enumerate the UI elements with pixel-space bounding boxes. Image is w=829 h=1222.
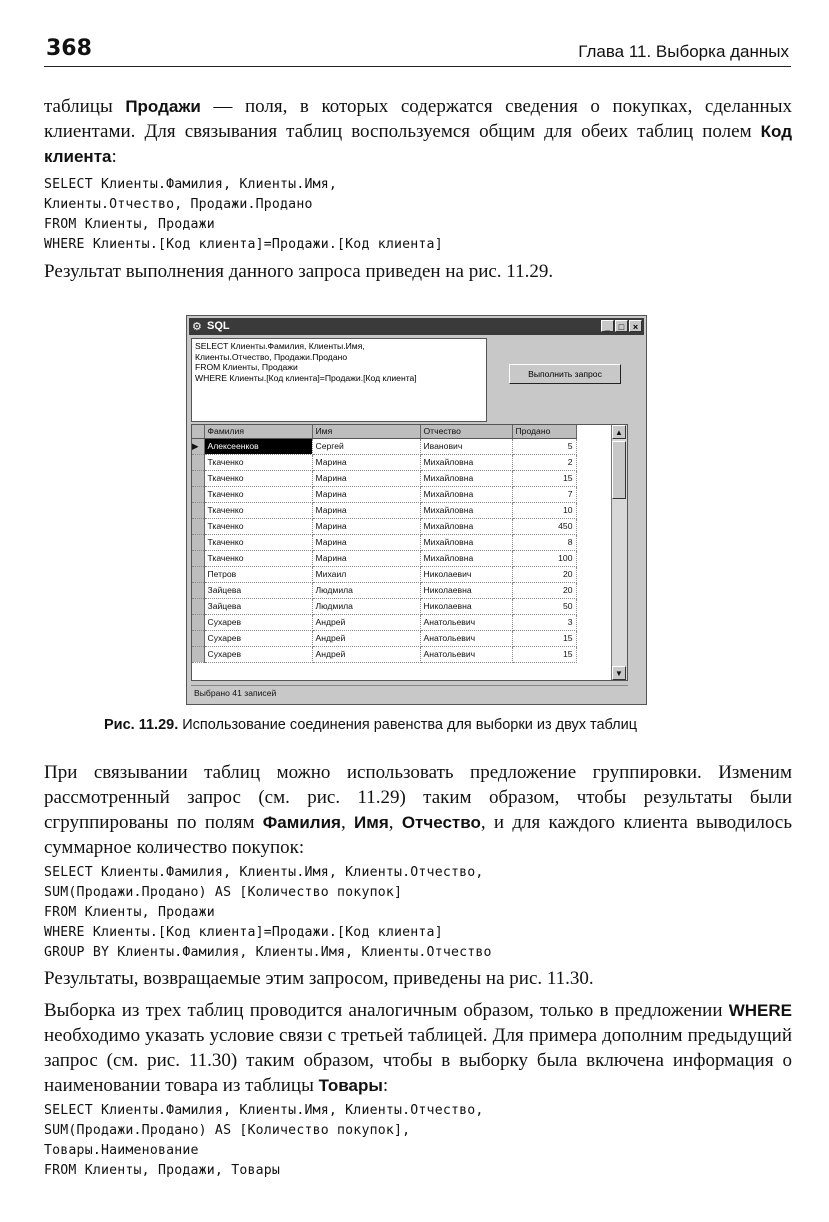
sql-query-input[interactable]: SELECT Клиенты.Фамилия, Клиенты.Имя, Клиенты.Отчество, Продажи.Продано FROM Клиенты, Продажи WHERE Клиенты.[Код клиента]=Продажи.[Код клиента] <box>191 338 487 422</box>
paragraph-5: Выборка из трех таблиц проводится аналогичным образом, только в предложении WHERE необходимо указать условие связи с третьей таблицей. Для примера дополним предыдущий запрос (см. рис. 11.30) таким образом, чтобы в выборку была включена информация о наименовании товара из таблицы Товары: <box>44 1000 792 1096</box>
table-row[interactable]: ▶ Алексеенков Сергей Иванович 5 <box>192 438 576 454</box>
paragraph-3: При связывании таблиц можно использовать предложение группировки. Изменим рассмотренный запрос (см. рис. 11.29) таким образом, чтобы результаты были сгруппированы по полям Фамилия, Имя, Отчество, и для каждого клиента выводилось суммарное количество покупок: <box>44 762 793 858</box>
paragraph-2: Результат выполнения данного запроса приведен на рис. 11.29. <box>44 261 554 282</box>
paragraph-4: Результаты, возвращаемые этим запросом, приведены на рис. 11.30. <box>44 968 594 989</box>
status-bar: Выбрано 41 записей <box>191 685 628 700</box>
column-header[interactable]: Фамилия <box>204 425 312 438</box>
table-row[interactable]: Сухарев Андрей Анатольевич 3 <box>192 614 576 630</box>
close-icon[interactable]: × <box>629 320 642 332</box>
figure-caption: Рис. 11.29. Использование соединения равенства для выборки из двух таблиц <box>104 717 638 733</box>
table-row[interactable]: Ткаченко Марина Михайловна 15 <box>192 470 576 486</box>
window-title: SQL <box>207 320 230 332</box>
table-row[interactable]: Ткаченко Марина Михайловна 2 <box>192 454 576 470</box>
table-header <box>192 425 576 438</box>
code-block-1: SELECT Клиенты.Фамилия, Клиенты.Имя, Клиенты.Отчество, Продажи.Продано FROM Клиенты, Продажи WHERE Клиенты.[Код клиента]=Продажи.[Код клиента] <box>44 177 443 252</box>
table-row[interactable]: Петров Михаил Николаевич 20 <box>192 566 576 582</box>
column-header[interactable]: Имя <box>312 425 420 438</box>
code-block-3: SELECT Клиенты.Фамилия, Клиенты.Имя, Клиенты.Отчество, SUM(Продажи.Продано) AS [Количество покупок], Товары.Наименование FROM Клиенты, Продажи, Товары <box>44 1103 484 1178</box>
minimize-icon[interactable]: _ <box>601 320 614 332</box>
table-row[interactable]: Сухарев Андрей Анатольевич 15 <box>192 630 576 646</box>
table-row[interactable]: Ткаченко Марина Михайловна 10 <box>192 502 576 518</box>
vertical-scrollbar[interactable] <box>611 425 627 680</box>
scroll-down-icon[interactable]: ▼ <box>612 666 626 680</box>
row-pointer-icon: ▶ <box>192 438 204 454</box>
table-row[interactable]: Сухарев Андрей Анатольевич 15 <box>192 646 576 662</box>
app-icon: ⚙ <box>192 321 202 333</box>
results-table <box>192 425 577 663</box>
table-row[interactable]: Ткаченко Марина Михайловна 450 <box>192 518 576 534</box>
table-row[interactable]: Ткаченко Марина Михайловна 7 <box>192 486 576 502</box>
table-row[interactable]: Ткаченко Марина Михайловна 8 <box>192 534 576 550</box>
paragraph-1: таблицы Продажи — поля, в которых содержатся сведения о покупках, сделанных клиентами. Для связывания таблиц воспользуемся общим для обеих таблиц полем Код клиента: <box>44 96 792 167</box>
page-number: 368 <box>46 36 92 61</box>
header-rule <box>44 66 791 67</box>
window-titlebar <box>189 318 644 335</box>
code-block-2: SELECT Клиенты.Фамилия, Клиенты.Имя, Клиенты.Отчество, SUM(Продажи.Продано) AS [Количество покупок] FROM Клиенты, Продажи WHERE Клиенты.[Код клиента]=Продажи.[Код клиента] GROUP BY Клиенты.Фамилия, Клиенты.Имя, Клиенты.Отчество <box>44 865 492 960</box>
maximize-icon[interactable]: □ <box>615 320 628 332</box>
table-row[interactable]: Зайцева Людмила Николаевна 20 <box>192 582 576 598</box>
table-row[interactable]: Ткаченко Марина Михайловна 100 <box>192 550 576 566</box>
column-header[interactable]: Продано <box>512 425 576 438</box>
scroll-thumb[interactable] <box>612 441 626 499</box>
chapter-title: Глава 11. Выборка данных <box>578 42 789 61</box>
run-query-button[interactable]: Выполнить запрос <box>509 364 621 384</box>
results-grid[interactable] <box>191 424 628 681</box>
sql-window <box>186 315 647 705</box>
scroll-up-icon[interactable]: ▲ <box>612 425 626 439</box>
table-row[interactable]: Зайцева Людмила Николаевна 50 <box>192 598 576 614</box>
column-header[interactable]: Отчество <box>420 425 512 438</box>
